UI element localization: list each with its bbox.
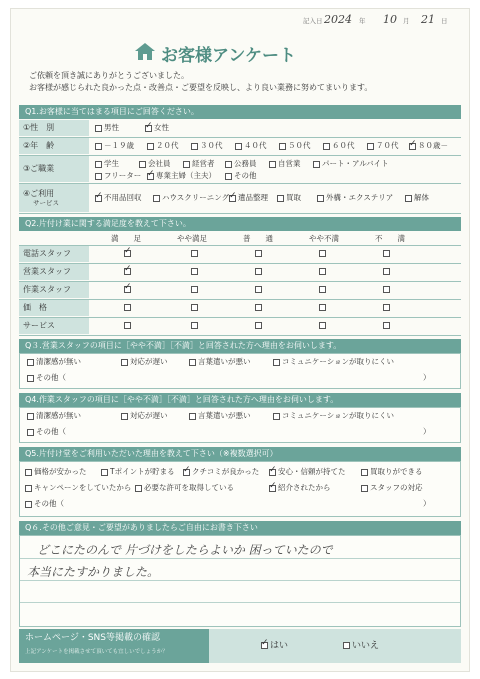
checkbox[interactable] — [343, 642, 350, 649]
checkbox[interactable] — [269, 485, 276, 492]
q5-option[interactable]: スタッフの対応 — [361, 483, 423, 493]
year-unit: 年 — [359, 17, 366, 25]
q1-job-option[interactable]: 経営者 — [183, 159, 215, 169]
checkbox[interactable] — [121, 359, 128, 366]
day-unit: 日 — [441, 17, 448, 25]
q2-row-label: 価 格 — [19, 300, 89, 316]
q5-option[interactable]: ✓ 安心・信頼が持てた — [269, 467, 346, 477]
checkbox[interactable] — [147, 173, 154, 180]
q2-radio[interactable] — [255, 250, 262, 257]
service-sublabel: サービス — [33, 199, 59, 207]
checkbox[interactable] — [27, 413, 34, 420]
q2-radio[interactable] — [124, 322, 131, 329]
checkbox[interactable] — [95, 161, 102, 168]
q1-age-option[interactable]: ５０代 — [279, 141, 311, 151]
q1-header: Q1.お客様に当てはまる項目にご回答ください。 — [19, 105, 461, 119]
checkbox[interactable] — [273, 359, 280, 366]
q2-radio[interactable] — [319, 322, 326, 329]
q1-label-gender: ①性 別 — [19, 120, 89, 136]
q2-radio[interactable] — [383, 268, 390, 275]
house-logo-icon — [133, 41, 157, 61]
q2-col-header: 普 通 — [243, 234, 273, 243]
date-day: 21 — [421, 13, 435, 26]
checkbox[interactable] — [261, 642, 268, 649]
q2-radio[interactable] — [383, 322, 390, 329]
divider — [19, 213, 461, 214]
checkbox[interactable] — [405, 195, 412, 202]
q2-radio[interactable] — [255, 268, 262, 275]
q1-gender-male[interactable]: 男性 — [95, 123, 119, 133]
checkbox[interactable] — [27, 375, 34, 382]
q2-row-label: 電話スタッフ — [19, 246, 89, 262]
checkbox[interactable] — [101, 469, 108, 476]
checkbox[interactable] — [95, 173, 102, 180]
q2-radio[interactable] — [191, 304, 198, 311]
q2-radio[interactable] — [191, 322, 198, 329]
q1-service-option[interactable]: 外構・エクステリア — [317, 193, 393, 203]
q6-header: Q６.その他ご意見・ご要望がありましたらご自由にお書き下さい — [19, 521, 461, 535]
checkbox[interactable] — [189, 359, 196, 366]
q1-service-option[interactable]: 解体 — [405, 193, 429, 203]
q2-radio[interactable] — [319, 304, 326, 311]
q6-answer-line-2: 本当にたすかりました。 — [27, 565, 160, 579]
q4-option[interactable]: 清潔感が無い — [27, 411, 81, 421]
checkbox[interactable] — [183, 469, 190, 476]
q2-radio[interactable] — [255, 304, 262, 311]
checkbox[interactable] — [27, 359, 34, 366]
q4-option[interactable]: 対応が遅い — [121, 411, 168, 421]
checkbox[interactable] — [183, 161, 190, 168]
q2-radio[interactable] — [255, 322, 262, 329]
q2-row-label: 作業スタッフ — [19, 282, 89, 298]
q5-header: Q5.片付け堂をご利用いただいた理由を教えて下さい（※複数選択可） — [19, 447, 461, 461]
q5-option[interactable]: ✓ 紹介されたから — [269, 483, 331, 493]
footer-note: 上記アンケートを掲載させて頂いても宜しいでしょうか？ — [25, 649, 168, 655]
q2-radio[interactable] — [124, 286, 131, 293]
q3-option[interactable]: 対応が遅い — [121, 357, 168, 367]
q2-radio[interactable] — [124, 268, 131, 275]
q1-age-option[interactable]: －１９歳 — [95, 141, 134, 151]
q3-other[interactable]: その他（ — [27, 373, 66, 383]
q1-service-option[interactable]: ✓不用品回収 — [95, 193, 142, 203]
q2-row-label: 営業スタッフ — [19, 264, 89, 280]
checkbox[interactable] — [323, 143, 330, 150]
q5-option[interactable]: キャンペーンをしていたから — [25, 483, 131, 493]
q1-job-option[interactable]: 自営業 — [269, 159, 301, 169]
q2-radio[interactable] — [383, 304, 390, 311]
q1-age-option[interactable]: ２０代 — [147, 141, 179, 151]
q1-label-service — [19, 184, 89, 212]
checkbox[interactable] — [27, 429, 34, 436]
ruled-line — [20, 558, 460, 559]
q2-radio[interactable] — [191, 250, 198, 257]
checkbox[interactable] — [361, 485, 368, 492]
checkbox[interactable] — [95, 143, 102, 150]
date-year: 2024 — [324, 13, 352, 26]
q2-header: Q2.片付け業に関する満足度を教えて下さい。 — [19, 217, 461, 231]
q2-radio[interactable] — [124, 250, 131, 257]
q5-option[interactable]: Tポイントが貯まる — [101, 467, 175, 477]
divider — [19, 335, 461, 336]
q2-radio[interactable] — [319, 286, 326, 293]
service-label: ④ご利用 — [23, 189, 55, 198]
checkbox[interactable] — [277, 195, 284, 202]
checkbox[interactable] — [135, 485, 142, 492]
checkbox[interactable] — [25, 469, 32, 476]
q2-radio[interactable] — [319, 250, 326, 257]
q2-col-header: 満 足 — [111, 234, 141, 243]
q1-job-option[interactable]: その他 — [225, 171, 257, 181]
checkbox[interactable] — [313, 161, 320, 168]
q3-option[interactable]: 清潔感が無い — [27, 357, 81, 367]
checkbox[interactable] — [229, 195, 236, 202]
checkbox[interactable] — [269, 469, 276, 476]
q2-row-label: サービス — [19, 318, 89, 334]
q5-option[interactable]: 買取りができる — [361, 467, 423, 477]
q4-option[interactable]: コミュニケーションが取りにくい — [273, 411, 394, 421]
q3-option[interactable]: 言葉遣いが悪い — [189, 357, 251, 367]
checkbox[interactable] — [225, 161, 232, 168]
q5-option[interactable]: 必要な許可を取得している — [135, 483, 234, 493]
q5-option[interactable]: ✓ クチコミが良かった — [183, 467, 259, 477]
q2-radio[interactable] — [191, 286, 198, 293]
checkbox[interactable] — [189, 413, 196, 420]
q1-job-option[interactable]: 公務員 — [225, 159, 257, 169]
q1-job-option[interactable]: パート・アルバイト — [313, 159, 389, 169]
q5-other-close: ） — [423, 499, 431, 508]
q1-age-option[interactable]: ✓ ８０歳－ — [409, 141, 448, 151]
q2-radio[interactable] — [383, 286, 390, 293]
q1-job-option[interactable]: 会社員 — [139, 159, 171, 169]
footer-title-box — [19, 629, 209, 663]
footer-no-option[interactable]: いいえ — [343, 641, 379, 651]
q1-job-option[interactable]: ✓ 専業主婦（主夫） — [147, 171, 216, 181]
q2-col-header: 不 満 — [375, 234, 405, 243]
date-month: 10 — [383, 13, 397, 26]
checkbox[interactable] — [235, 143, 242, 150]
q3-header: Q３.営業スタッフの項目に［やや不満］［不満］と回答された方へ理由をお伺いします。 — [19, 339, 461, 353]
q1-service-option[interactable]: 買取 — [277, 193, 301, 203]
footer-title: ホームページ・SNS等掲載の確認 — [25, 633, 160, 643]
q1-label-job: ③ご職業 — [19, 156, 89, 182]
q4-other[interactable]: その他（ — [27, 427, 66, 437]
q1-gender-female[interactable]: ✓ 女性 — [145, 123, 169, 133]
footer-answer-box — [209, 629, 461, 663]
checkbox[interactable] — [95, 195, 102, 202]
checkbox[interactable] — [279, 143, 286, 150]
checkbox[interactable] — [273, 413, 280, 420]
q2-radio[interactable] — [191, 268, 198, 275]
date-label: 記入日 — [303, 17, 323, 25]
q1-job-option[interactable]: 学生 — [95, 159, 119, 169]
footer-yes-option[interactable]: ✓はい — [261, 641, 288, 651]
q1-service-option[interactable]: ✓ 遺品整理 — [229, 193, 268, 203]
intro-line-1: ご依頼を頂き誠にありがとうございました。 — [29, 71, 189, 80]
q5-other[interactable]: その他（ — [25, 499, 64, 509]
q1-age-option[interactable]: ４０代 — [235, 141, 267, 151]
checkbox[interactable] — [361, 469, 368, 476]
q3-other-close: ） — [423, 373, 431, 382]
q2-radio[interactable] — [319, 268, 326, 275]
q3-option[interactable]: コミュニケーションが取りにくい — [273, 357, 394, 367]
q1-age-option[interactable]: ６０代 — [323, 141, 355, 151]
checkbox[interactable] — [147, 143, 154, 150]
checkbox[interactable] — [317, 195, 324, 202]
q1-label-age: ②年 齢 — [19, 138, 89, 154]
survey-sheet — [10, 8, 470, 672]
q2-radio[interactable] — [255, 286, 262, 293]
checkbox[interactable] — [269, 161, 276, 168]
q6-answer-line-1: どこにたのんで 片づけをしたらよいか 困っていたので — [37, 543, 333, 557]
q4-other-close: ） — [423, 427, 431, 436]
checkbox[interactable] — [153, 195, 160, 202]
ruled-line — [20, 580, 460, 581]
checkbox[interactable] — [367, 143, 374, 150]
checkbox[interactable] — [121, 413, 128, 420]
q2-radio[interactable] — [383, 250, 390, 257]
page-title: お客様アンケート — [161, 46, 296, 66]
checkbox[interactable] — [191, 143, 198, 150]
q4-header: Q4.作業スタッフの項目に［やや不満］［不満］と回答された方へ理由をお伺いします。 — [19, 393, 461, 407]
checkbox[interactable] — [25, 485, 32, 492]
q1-service-option[interactable]: ハウスクリーニング — [153, 193, 229, 203]
q5-option[interactable]: 価格が安かった — [25, 467, 87, 477]
q1-job-option[interactable]: フリーター — [95, 171, 141, 181]
checkbox[interactable] — [95, 125, 102, 132]
q2-radio[interactable] — [124, 304, 131, 311]
q1-age-option[interactable]: ３０代 — [191, 141, 223, 151]
q2-col-header: やや満足 — [177, 234, 207, 243]
checkbox[interactable] — [139, 161, 146, 168]
checkbox[interactable] — [25, 501, 32, 508]
checkbox[interactable] — [225, 173, 232, 180]
ruled-line — [20, 602, 460, 603]
intro-line-2: お客様が感じられた良かった点・改善点・ご要望を反映し、より良い業務に努めてまいります。 — [29, 83, 373, 92]
q1-age-option[interactable]: ７０代 — [367, 141, 399, 151]
month-unit: 月 — [403, 17, 410, 25]
q2-col-header: やや不満 — [309, 234, 339, 243]
checkbox[interactable] — [145, 125, 152, 132]
checkbox[interactable] — [409, 143, 416, 150]
q4-option[interactable]: 言葉遣いが悪い — [189, 411, 251, 421]
